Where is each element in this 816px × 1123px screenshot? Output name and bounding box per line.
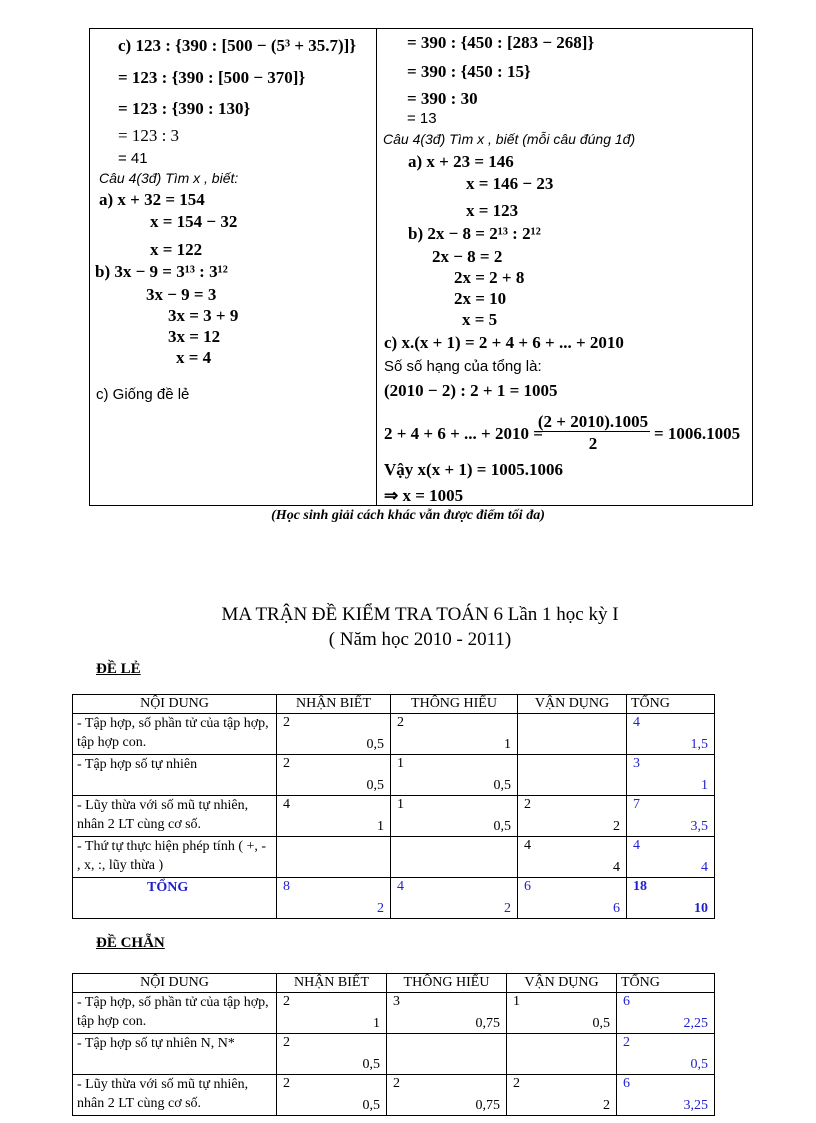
left-a-line3: x = 122 [150,240,203,259]
table-row [73,796,715,837]
total-count: 2 [623,1035,630,1050]
count: 2 [283,715,290,730]
total-count: 6 [623,994,630,1009]
score: 0,75 [475,1098,500,1113]
table-row [73,837,715,878]
score: 0,5 [366,778,384,793]
score: 1 [377,819,384,834]
left-c-line2: = 123 : {390 : [500 − 370]} [118,68,306,87]
header-nhan-biet: NHẬN BIẾT [277,974,387,993]
right-a3: x = 123 [466,201,519,220]
left-q4-heading: Câu 4(3đ) Tìm x , biết: [99,170,239,186]
total-score: 2,25 [683,1016,708,1031]
table-row [73,993,715,1034]
matrix-table-chan [72,973,715,1116]
score: 0,5 [493,778,511,793]
count: 2 [513,1076,520,1091]
table-row [73,755,715,796]
right-b4: 2x = 10 [454,289,507,308]
score: 2 [613,819,620,834]
count: 2 [283,994,290,1009]
header-thong-hieu: THÔNG HIỂU [391,695,518,714]
topic-cell: - Lũy thừa với số mũ tự nhiên, nhân 2 LT cùng cơ số. [73,796,277,837]
topic-cell: - Tập hợp số tự nhiên [73,755,277,796]
total-score: 1 [701,778,708,793]
left-a-line2: x = 154 − 32 [150,212,238,231]
table-row [73,1034,715,1075]
right-r2: = 390 : {450 : 15} [407,62,531,81]
column-divider [376,28,377,506]
left-b-line2: 3x − 9 = 3 [146,285,217,304]
right-c4-right: = 1006.1005 [654,424,741,443]
left-c-line4: = 123 : 3 [118,126,180,145]
right-c6: ⇒ x = 1005 [384,486,464,505]
total-score: 3,5 [690,819,708,834]
total-score: 2 [504,901,511,916]
count: 2 [393,1076,400,1091]
matrix-year: ( Năm học 2010 - 2011) [328,629,512,650]
total-score: 3,25 [683,1098,708,1113]
left-c-same: c) Giống đề lẻ [96,386,190,403]
left-c-line3: = 123 : {390 : 130} [118,99,251,118]
total-count: 4 [397,879,404,894]
count: 4 [524,838,531,853]
count: 1 [397,797,404,812]
total-count: 6 [524,879,531,894]
topic-cell: - Tập hợp, số phần tử của tập hợp, tập hợp con. [73,993,277,1034]
total-count: 4 [633,715,640,730]
total-score: 1,5 [690,737,708,752]
label-de-chan: ĐỀ CHẴN [96,935,165,951]
left-b-line1: b) 3x − 9 = 3¹³ : 3¹² [95,262,228,281]
topic-cell: - Tập hợp số tự nhiên N, N* [73,1034,277,1075]
total-score: 2 [377,901,384,916]
score: 1 [504,737,511,752]
count: 2 [283,756,290,771]
total-score: 6 [613,901,620,916]
header-van-dung: VẬN DỤNG [507,974,617,993]
right-r3: = 390 : 30 [407,89,478,108]
right-a2: x = 146 − 23 [466,174,554,193]
score: 0,5 [366,737,384,752]
table-row [73,714,715,755]
right-c2: Số số hạng của tổng là: [384,358,542,375]
grand-total-score: 10 [694,901,708,916]
topic-cell: - Tập hợp, số phần tử của tập hợp, tập hợp con. [73,714,277,755]
header-noi-dung: NỘI DUNG [73,695,277,714]
header-van-dung: VẬN DỤNG [518,695,627,714]
right-b3: 2x = 2 + 8 [454,268,525,287]
total-score: 4 [701,860,708,875]
right-b1: b) 2x − 8 = 2¹³ : 2¹² [408,224,541,243]
total-count: 8 [283,879,290,894]
score: 0,75 [475,1016,500,1031]
left-b-line5: x = 4 [176,348,212,367]
count: 1 [513,994,520,1009]
score: 0,5 [493,819,511,834]
grading-note: (Học sinh giải cách khác vẫn được điểm tối đa) [271,508,545,523]
right-c5: Vậy x(x + 1) = 1005.1006 [384,460,563,479]
count: 2 [283,1035,290,1050]
left-a-line1: a) x + 32 = 154 [99,190,205,209]
total-count: 4 [633,838,640,853]
matrix-title: MA TRẬN ĐỀ KIỂM TRA TOÁN 6 Lần 1 học kỳ I [221,604,619,625]
grand-total-count: 18 [633,879,647,894]
total-count: 3 [633,756,640,771]
total-count: 6 [623,1076,630,1091]
right-q4-heading: Câu 4(3đ) Tìm x , biết (mỗi câu đúng 1đ) [383,131,636,147]
count: 1 [397,756,404,771]
score: 0,5 [362,1057,380,1072]
header-tong: TỔNG [617,974,715,993]
right-b5: x = 5 [462,310,498,329]
right-a1: a) x + 23 = 146 [408,152,514,171]
right-r4: = 13 [407,110,437,127]
right-c4-denominator: 2 [588,434,598,453]
score: 0,5 [362,1098,380,1113]
left-b-line3: 3x = 3 + 9 [168,306,239,325]
total-row [73,878,715,919]
topic-cell: - Thứ tự thực hiện phép tính ( +, - , x, :, lũy thừa ) [73,837,277,878]
right-c1: c) x.(x + 1) = 2 + 4 + 6 + ... + 2010 [384,333,624,352]
left-c-line1: c) 123 : {390 : [500 − (5³ + 35.7)]} [118,36,357,55]
total-count: 7 [633,797,640,812]
total-score: 0,5 [690,1057,708,1072]
score: 0,5 [592,1016,610,1031]
header-tong: TỔNG [627,695,715,714]
header-thong-hieu: THÔNG HIỂU [387,974,507,993]
topic-cell: - Lũy thừa với số mũ tự nhiên, nhân 2 LT cùng cơ số. [73,1075,277,1116]
score: 2 [603,1098,610,1113]
header-nhan-biet: NHẬN BIẾT [277,695,391,714]
score: 1 [373,1016,380,1031]
right-c3: (2010 − 2) : 2 + 1 = 1005 [384,381,558,400]
right-c4-numerator: (2 + 2010).1005 [537,412,649,431]
count: 4 [283,797,290,812]
total-label: TỔNG [73,878,277,919]
matrix-table-le [72,694,715,919]
score: 4 [613,860,620,875]
table-row [73,1075,715,1116]
right-r1: = 390 : {450 : [283 − 268]} [407,33,595,52]
label-de-le: ĐỀ LẺ [96,661,141,677]
count: 2 [524,797,531,812]
right-b2: 2x − 8 = 2 [432,247,503,266]
count: 3 [393,994,400,1009]
left-c-line5: = 41 [118,150,148,167]
count: 2 [283,1076,290,1091]
left-b-line4: 3x = 12 [168,327,221,346]
header-noi-dung: NỘI DUNG [73,974,277,993]
right-c4-left: 2 + 4 + 6 + ... + 2010 = [384,424,543,443]
count: 2 [397,715,404,730]
